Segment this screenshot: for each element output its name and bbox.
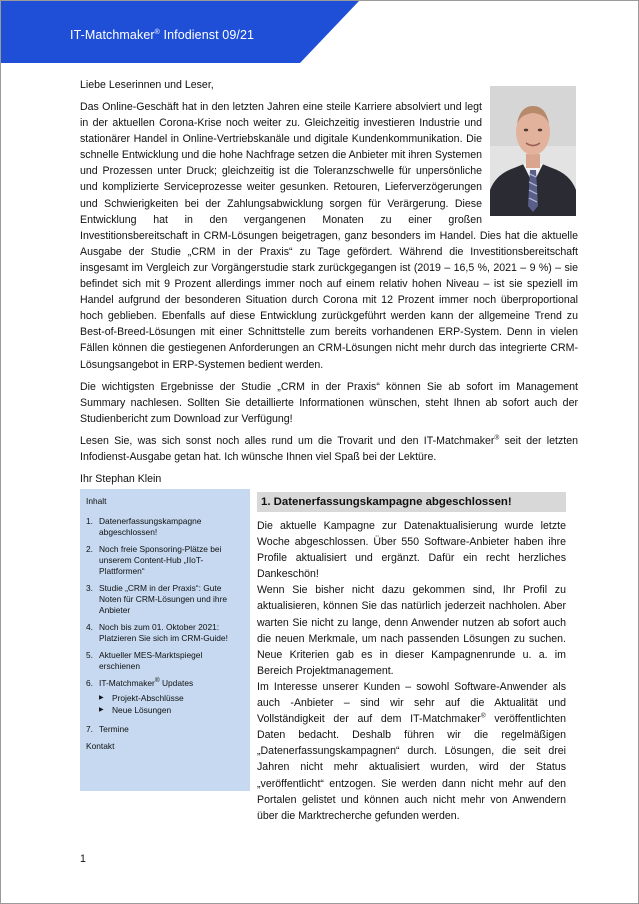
header-title-issue: Infodienst 09/21 — [159, 28, 255, 42]
header-band — [1, 1, 638, 63]
toc-item-number: 5. — [86, 650, 93, 660]
toc-item-number: 6. — [86, 678, 93, 688]
registered-mark: ® — [154, 677, 160, 685]
toc-item-label — [99, 678, 244, 689]
photo-wrap-spacer — [488, 99, 578, 216]
intro-paragraph-3 — [80, 433, 578, 465]
header-title-registered-mark: ® — [154, 28, 160, 36]
registered-mark: ® — [494, 434, 500, 442]
toc-item-1[interactable] — [86, 516, 244, 538]
toc-item-number: 7. — [86, 724, 93, 734]
intro-text — [80, 99, 578, 493]
article-paragraph-3-end: veröffentlichten Daten bedacht. Deshalb führen wir die regelmäßigen „Datenerfassungskampagnen“ durch. Lösungen, die seit drei Jahren nicht mehr aktualisiert wurden, wird der Status „veröffentlicht“ entzogen. Sie werden dann nicht mehr auf den Portalen gelistet und können auch nicht mehr von Anwendern über die Marktrecherche gefunden werden. — [257, 713, 566, 822]
article-paragraph-2: Wenn Sie bisher nicht dazu gekommen sind, Ihr Profil zu aktualisieren, können Sie das natürlich jederzeit nachholen. Aber warten Sie nicht zu lange, denn Anwender nutzen ab sofort auch die neuen Merkmale, um nach passenden Lösungen zu suchen. Neue Kriterien gab es in dieser Kampagnenrunde u. a. im Bereich Projektmanagement. — [257, 584, 566, 677]
article-paragraph-3 — [257, 679, 566, 824]
toc-item-label: Noch freie Sponsoring-Plätze bei unserem Content-Hub „IIoT-Plattformen“ — [99, 544, 222, 576]
toc-list-continued — [86, 724, 244, 735]
toc-item-5[interactable] — [86, 650, 244, 672]
toc-item-4[interactable] — [86, 622, 244, 644]
toc-item-2[interactable] — [86, 544, 244, 577]
article-paragraph-1: Die aktuelle Kampagne zur Datenaktualisierung wurde letzte Woche abgeschlossen. Über 550 Software-Anbieter haben ihre Profile aktualisiert und ergänzt. Dafür ein recht herzliches Dankeschön! — [257, 520, 566, 581]
toc-item-6-brand: IT-Matchmaker — [99, 678, 155, 688]
toc-subitem-label: Projekt-Abschlüsse — [112, 693, 184, 703]
intro-paragraph-3-end: seit der letzten Infodienst-Ausgabe getan hat. Ich wünsche Ihnen viel Spaß bei der Lektüre. — [80, 434, 578, 463]
toc-item-6-suffix: Updates — [159, 678, 194, 688]
toc-item-7[interactable] — [86, 724, 244, 735]
toc-item-label: Studie „CRM in der Praxis“: Gute Noten für CRM-Lösungen und ihre Anbieter — [99, 583, 228, 615]
intro-paragraph-2: Die wichtigsten Ergebnisse der Studie „CRM in der Praxis“ können Sie ab sofort im Management Summary nachlesen. Sollten Sie detaillierte Informationen wünschen, steht Ihnen ab sofort auch der Studienbericht zum Download zur Verfügung! — [80, 380, 578, 425]
toc-subitem-projekt-abschluesse[interactable] — [99, 693, 244, 704]
toc-item-number: 2. — [86, 544, 93, 554]
toc-item-6[interactable] — [86, 678, 244, 689]
intro-paragraph-1: Das Online-Geschäft hat in den letzten Jahren eine steile Karriere absolviert und legt in der aktuellen Corona-Krise noch weiter zu. Gleichzeitig investieren Industrie und stationärer Handel in Online-Vertriebskanäle und digitale Kundenkommunikation. Die schnelle Entwicklung und die hohe Nachfrage setzen die Anbieter mit ihren Systemen und Prozessen unter Druck; gleichzeitig ist die Toleranzschwelle für unpersönliche und komplizierte Serviceprozesse weiter gesunken. Retouren, Lieferverzögerungen und Schwierigkeiten bei der Zahlungsabwicklung sorgen für Verärgerung. Diese Entwicklung hat in den vergangenen Monaten zu einer großen Investitionsbereitschaft in CRM-Lösungen beigetragen, ganz besonders im Handel. Dies hat die aktuelle Ausgabe der Studie „CRM in der Praxis“ zu Tage gefördert. Während die Investitionsbereitschaft insgesamt im Vergleich zur Vorgängerstudie stark zurückgegangen ist (2019 – 16,5 %, 2021 – 9 %) – sie befindet sich mit 9 Prozent allerdings immer noch auf einem relativ hohen Niveau – ist sie speziell im Handel aufgrund der besonderen Situation durch Corona mit 12 Prozent immer noch überproportional hoch geblieben. Ebenfalls auf diese Entwicklung zurückgeführt werden kann der allgemeine Trend zu Best-of-Breed-Lösungen mit einer Schnittstelle zum bereits vorhandenen ERP-System. Denn in vielen Fällen können die gestiegenen Anforderungen an CRM-Lösungen nicht mehr durch das integrierte CRM-Lösungsangebot in ERP-Systemen bedient werden. — [80, 101, 578, 371]
toc-subitem-label: Neue Lösungen — [112, 705, 172, 715]
article-heading: 1. Datenerfassungskampagne abgeschlossen! — [257, 492, 566, 512]
header-title — [70, 28, 254, 42]
toc-subitem-neue-loesungen[interactable] — [99, 705, 244, 716]
article-body — [257, 518, 566, 824]
triangle-bullet-icon: ▶ — [99, 707, 104, 713]
toc-item-3[interactable] — [86, 583, 244, 616]
toc-item-label: Datenerfassungskampagne abgeschlossen! — [99, 516, 202, 537]
toc-item-number: 3. — [86, 583, 93, 593]
toc-item-label: Termine — [99, 724, 129, 734]
registered-mark: ® — [480, 712, 486, 720]
article-paragraph-3-start: Im Interesse unserer Kunden – sowohl Software-Anwender als auch -Anbieter – sind wir sehr auf die Aktualität und Vollständigkeit der auf dem IT-Matchmaker — [257, 680, 566, 726]
toc-title: Inhalt — [86, 496, 107, 506]
toc-item-label: Noch bis zum 01. Oktober 2021: Platzieren Sie sich im CRM-Guide! — [99, 622, 228, 643]
triangle-bullet-icon: ▶ — [99, 695, 104, 701]
toc-contact[interactable]: Kontakt — [86, 741, 115, 751]
toc-item-number: 1. — [86, 516, 93, 526]
header-title-brand: IT-Matchmaker — [70, 28, 155, 42]
signature: Ihr Stephan Klein — [80, 473, 162, 486]
table-of-contents — [80, 489, 250, 791]
intro-paragraph-3-start: Lesen Sie, was sich sonst noch alles rund um die Trovarit und den IT-Matchmaker — [80, 434, 495, 447]
toc-item-number: 4. — [86, 622, 93, 632]
page-number: 1 — [80, 853, 86, 865]
toc-list — [86, 516, 244, 689]
article-section-1 — [257, 492, 566, 824]
salutation: Liebe Leserinnen und Leser, — [80, 79, 214, 91]
toc-item-label: Aktueller MES-Marktspiegel erschienen — [99, 650, 203, 671]
